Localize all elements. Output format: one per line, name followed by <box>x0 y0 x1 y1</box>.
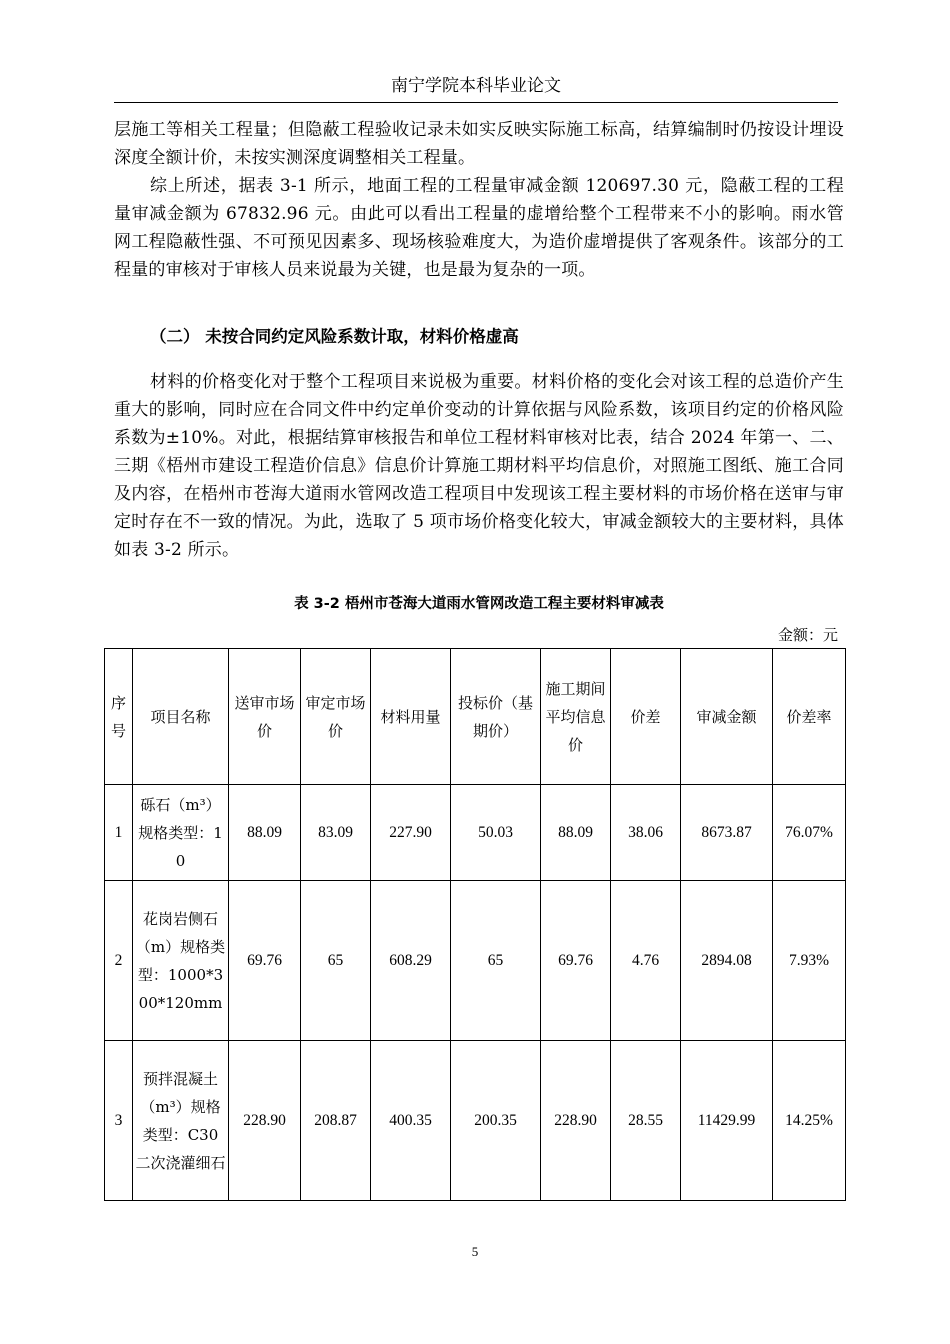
cell-bid-price: 200.35 <box>451 1041 541 1201</box>
cell-bid-price: 65 <box>451 881 541 1041</box>
cell-item-name: 预拌混凝土（m³）规格类型：C30 二次浇灌细石 <box>133 1041 229 1201</box>
cell-reduction-amount: 11429.99 <box>681 1041 773 1201</box>
col-header-quantity: 材料用量 <box>371 649 451 785</box>
cell-avg-info-price: 88.09 <box>541 785 611 881</box>
table-header-row <box>105 649 846 785</box>
col-header-reduction-amount: 审减金额 <box>681 649 773 785</box>
cell-approved-price: 208.87 <box>301 1041 371 1201</box>
cell-avg-info-price: 69.76 <box>541 881 611 1041</box>
table-row <box>105 785 846 881</box>
cell-item-name: 砾石（m³）规格类型：10 <box>133 785 229 881</box>
cell-submitted-price: 228.90 <box>229 1041 301 1201</box>
materials-table <box>104 648 846 1201</box>
cell-index: 1 <box>105 785 133 881</box>
table-row <box>105 1041 846 1201</box>
cell-reduction-amount: 8673.87 <box>681 785 773 881</box>
paragraph-summary: 综上所述，据表 3-1 所示，地面工程的工程量审减金额 120697.30 元，隐蔽工程的工程量审减金额为 67832.96 元。由此可以看出工程量的虚增给整个工程带来不小的影响。雨水管网工程隐蔽性强、不可预见因素多、现场核验难度大，为造价虚增提供了客观条件。该部分的工程量的审核对于审核人员来说最为关键，也是最为复杂的一项。 <box>114 176 844 280</box>
col-header-avg-info-price: 施工期间平均信息价 <box>541 649 611 785</box>
cell-submitted-price: 69.76 <box>229 881 301 1041</box>
col-header-index: 序号 <box>105 649 133 785</box>
page-number: 5 <box>471 1244 479 1259</box>
cell-price-diff: 4.76 <box>611 881 681 1041</box>
cell-quantity: 227.90 <box>371 785 451 881</box>
body-section-1 <box>114 116 844 284</box>
col-header-approved-price: 审定市场价 <box>301 649 371 785</box>
table-unit-note: 金额：元 <box>777 626 838 644</box>
cell-index: 3 <box>105 1041 133 1201</box>
table-caption: 表 3-2 梧州市苍海大道雨水管网改造工程主要材料审减表 <box>294 596 664 612</box>
table-row <box>105 881 846 1041</box>
cell-avg-info-price: 228.90 <box>541 1041 611 1201</box>
cell-index: 2 <box>105 881 133 1041</box>
col-header-price-diff: 价差 <box>611 649 681 785</box>
col-header-diff-rate: 价差率 <box>773 649 846 785</box>
cell-submitted-price: 88.09 <box>229 785 301 881</box>
cell-diff-rate: 7.93% <box>773 881 846 1041</box>
col-header-submitted-price: 送审市场价 <box>229 649 301 785</box>
cell-quantity: 608.29 <box>371 881 451 1041</box>
cell-approved-price: 65 <box>301 881 371 1041</box>
cell-price-diff: 28.55 <box>611 1041 681 1201</box>
page-header: 南宁学院本科毕业论文 <box>114 70 838 103</box>
col-header-bid-price: 投标价（基期价） <box>451 649 541 785</box>
section-heading: （二） 未按合同约定风险系数计取，材料价格虚高 <box>150 327 519 346</box>
cell-diff-rate: 14.25% <box>773 1041 846 1201</box>
cell-bid-price: 50.03 <box>451 785 541 881</box>
cell-reduction-amount: 2894.08 <box>681 881 773 1041</box>
cell-approved-price: 83.09 <box>301 785 371 881</box>
paragraph-continuation: 层施工等相关工程量；但隐蔽工程验收记录未如实反映实际施工标高，结算编制时仍按设计埋设深度全额计价，未按实测深度调整相关工程量。 <box>114 120 844 168</box>
paragraph-material-price: 材料的价格变化对于整个工程项目来说极为重要。材料价格的变化会对该工程的总造价产生重大的影响，同时应在合同文件中约定单价变动的计算依据与风险系数，该项目约定的价格风险系数为±10%。对此，根据结算审核报告和单位工程材料审核对比表，结合 2024 年第一、二、三期《梧州市建设工程造价信息》信息价计算施工期材料平均信息价，对照施工图纸、施工合同及内容，在梧州市苍海大道雨水管网改造工程项目中发现该工程主要材料的市场价格在送审与审定时存在不一致的情况。为此，选取了 5 项市场价格变化较大，审减金额较大的主要材料，具体如表 3-2 所示。 <box>114 372 844 560</box>
cell-price-diff: 38.06 <box>611 785 681 881</box>
cell-diff-rate: 76.07% <box>773 785 846 881</box>
body-section-2 <box>114 368 844 564</box>
cell-item-name: 花岗岩侧石（m）规格类型：1000*300*120mm <box>133 881 229 1041</box>
cell-quantity: 400.35 <box>371 1041 451 1201</box>
col-header-item-name: 项目名称 <box>133 649 229 785</box>
